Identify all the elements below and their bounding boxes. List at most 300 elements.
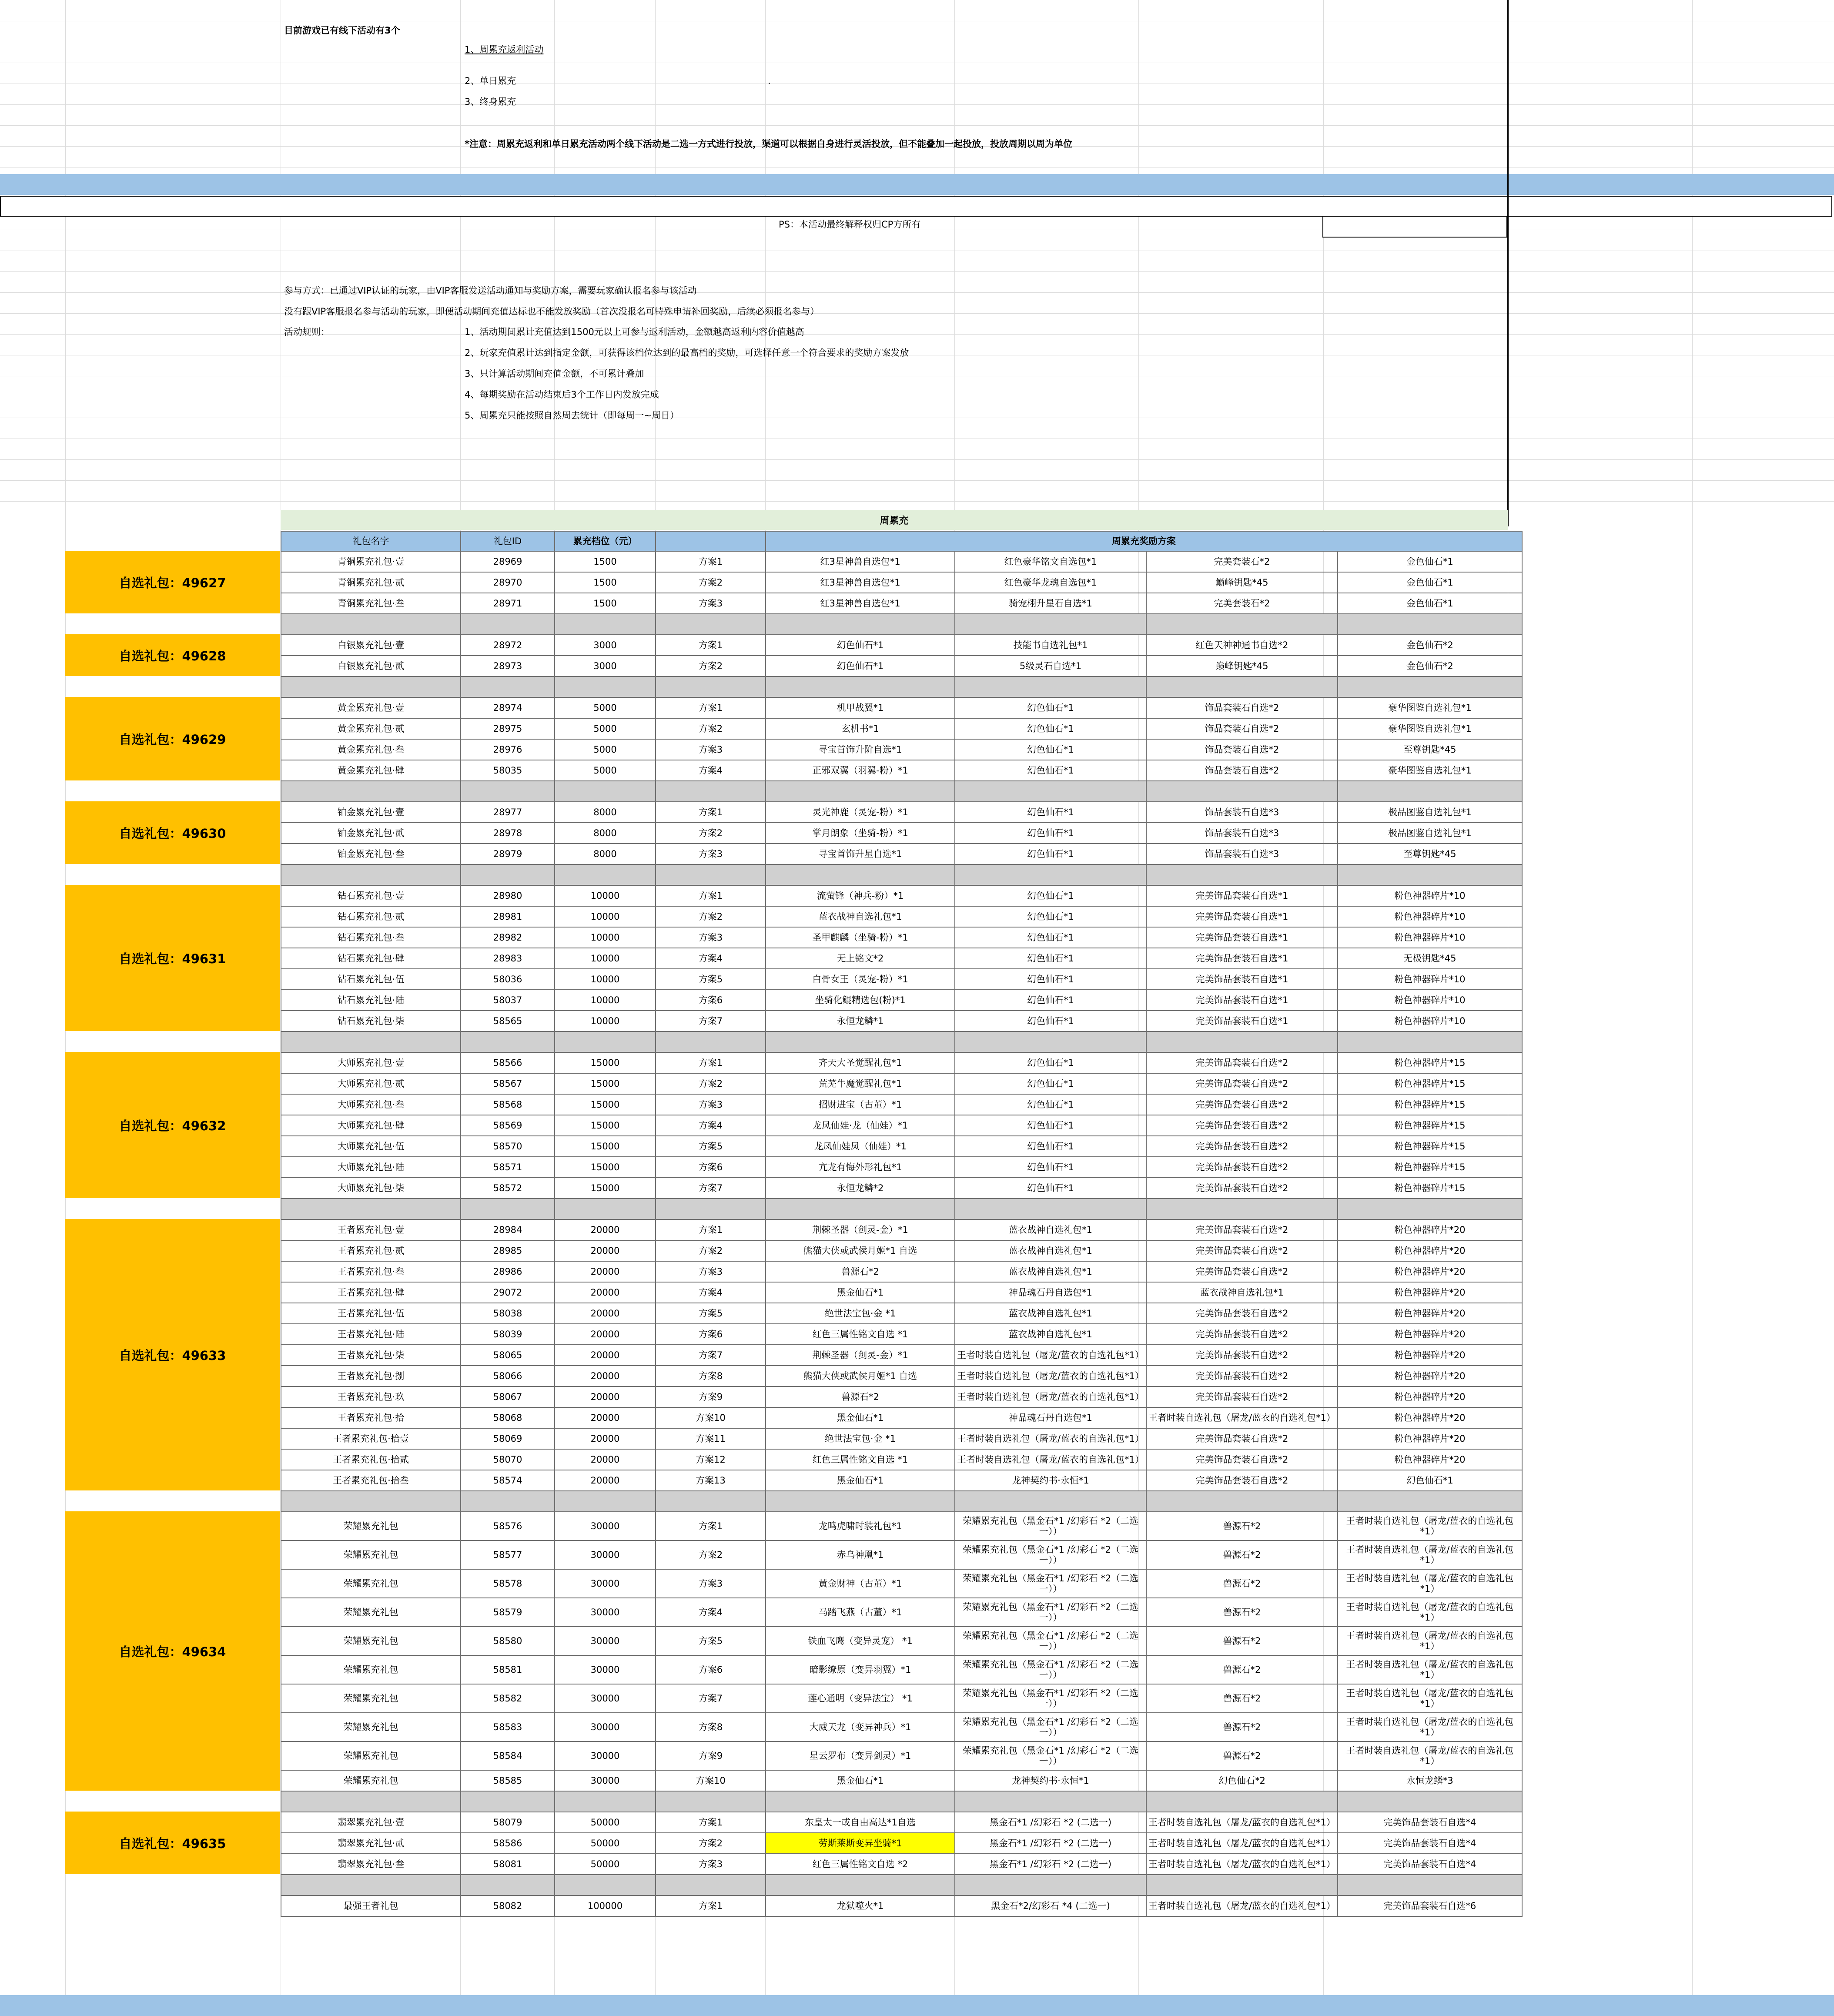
merged-row-border bbox=[0, 196, 1832, 217]
cell-plan: 方案1 bbox=[656, 635, 766, 656]
table-row bbox=[281, 1261, 1522, 1282]
cell-name: 王者累充礼包·拾壹 bbox=[281, 1428, 461, 1449]
gap-cell bbox=[1146, 1491, 1338, 1512]
cell-r3: 幻色仙石*2 bbox=[1146, 1770, 1338, 1791]
cell-r4: 豪华图鉴自选礼包*1 bbox=[1338, 760, 1522, 781]
cell-r2: 神品魂石丹自选包*1 bbox=[955, 1282, 1146, 1303]
cell-plan: 方案4 bbox=[656, 760, 766, 781]
cell-plan: 方案1 bbox=[656, 1512, 766, 1540]
gap-cell bbox=[555, 1031, 656, 1052]
cell-plan: 方案5 bbox=[656, 1303, 766, 1324]
cell-amount: 30000 bbox=[555, 1684, 656, 1713]
cell-r4: 粉色神器碎片*20 bbox=[1338, 1324, 1522, 1345]
cell-r3: 完美饰品套装石自选*2 bbox=[1146, 1219, 1338, 1240]
gap-cell bbox=[955, 1199, 1146, 1219]
cell-r3: 饰品套装石自选*3 bbox=[1146, 802, 1338, 823]
cell-r4: 王者时装自选礼包（屠龙/蓝衣的自选礼包*1） bbox=[1338, 1684, 1522, 1713]
cell-r4: 王者时装自选礼包（屠龙/蓝衣的自选礼包*1） bbox=[1338, 1540, 1522, 1569]
table-row bbox=[281, 551, 1522, 572]
cell-name: 荣耀累充礼包 bbox=[281, 1655, 461, 1684]
cell-plan: 方案7 bbox=[656, 1345, 766, 1366]
cell-amount: 5000 bbox=[555, 739, 656, 760]
cell-r1: 龙鸣虎啸时装礼包*1 bbox=[766, 1512, 955, 1540]
cell-r2: 幻色仙石*1 bbox=[955, 697, 1146, 718]
section-title-bar bbox=[281, 510, 1508, 530]
cell-r2: 幻色仙石*1 bbox=[955, 948, 1146, 969]
table-row bbox=[281, 1512, 1522, 1540]
cell-r2: 幻色仙石*1 bbox=[955, 739, 1146, 760]
gap-cell bbox=[1146, 1791, 1338, 1812]
cell-r3: 饰品套装石自选*3 bbox=[1146, 823, 1338, 844]
cell-name: 翡翠累充礼包·壹 bbox=[281, 1812, 461, 1833]
cell-amount: 20000 bbox=[555, 1261, 656, 1282]
participation-warning: 没有跟VIP客服报名参与活动的玩家，即便活动期间充值达标也不能发放奖励（首次没报名可特殊申请补回奖励，后续必须报名参与） bbox=[284, 306, 820, 317]
cell-amount: 15000 bbox=[555, 1073, 656, 1094]
cell-r1: 机甲战翼*1 bbox=[766, 697, 955, 718]
cell-name: 荣耀累充礼包 bbox=[281, 1540, 461, 1569]
header-id: 礼包ID bbox=[461, 531, 555, 551]
table-row bbox=[281, 1011, 1522, 1031]
cell-r3: 王者时装自选礼包（屠龙/蓝衣的自选礼包*1） bbox=[1146, 1895, 1338, 1916]
cell-r2: 王者时装自选礼包（屠龙/蓝衣的自选礼包*1） bbox=[955, 1345, 1146, 1366]
table-header-row bbox=[281, 531, 1522, 551]
table-row bbox=[281, 1366, 1522, 1386]
gap-cell bbox=[281, 1491, 461, 1512]
cell-plan: 方案4 bbox=[656, 1115, 766, 1136]
grid-row-line bbox=[0, 104, 1834, 105]
table-row bbox=[281, 1324, 1522, 1345]
gap-cell bbox=[461, 781, 555, 802]
cell-plan: 方案1 bbox=[656, 1812, 766, 1833]
gap-cell bbox=[656, 1199, 766, 1219]
cell-r1: 铁血飞鹰（变异灵宠） *1 bbox=[766, 1627, 955, 1655]
cell-r1: 坐骑化鲲精选包(粉)*1 bbox=[766, 990, 955, 1011]
cell-name: 王者累充礼包·伍 bbox=[281, 1303, 461, 1324]
cell-plan: 方案1 bbox=[656, 1895, 766, 1916]
cell-r2: 蓝衣战神自选礼包*1 bbox=[955, 1324, 1146, 1345]
cell-plan: 方案5 bbox=[656, 1627, 766, 1655]
cell-r2: 荣耀累充礼包（黑金石*1 /幻彩石 *2（二选一）） bbox=[955, 1655, 1146, 1684]
cell-r2: 幻色仙石*1 bbox=[955, 844, 1146, 864]
cell-name: 王者累充礼包·肆 bbox=[281, 1282, 461, 1303]
gap-cell bbox=[1338, 614, 1522, 635]
cell-r3: 完美饰品套装石自选*2 bbox=[1146, 1073, 1338, 1094]
table-row bbox=[281, 1895, 1522, 1916]
gap-cell bbox=[1338, 1791, 1522, 1812]
cell-plan: 方案11 bbox=[656, 1428, 766, 1449]
table-row bbox=[281, 1627, 1522, 1655]
cell-r2: 王者时装自选礼包（屠龙/蓝衣的自选礼包*1） bbox=[955, 1428, 1146, 1449]
cell-r1: 齐天大圣觉醒礼包*1 bbox=[766, 1052, 955, 1073]
cell-id: 58036 bbox=[461, 969, 555, 990]
cell-r1: 熊猫大侠或武侯月姬*1 自选 bbox=[766, 1240, 955, 1261]
table-row bbox=[281, 697, 1522, 718]
cell-id: 58580 bbox=[461, 1627, 555, 1655]
gap-cell bbox=[281, 1875, 461, 1895]
grid-row-line bbox=[0, 313, 1834, 314]
cell-r4: 至尊钥匙*45 bbox=[1338, 739, 1522, 760]
package-label: 自选礼包：49627 bbox=[65, 551, 280, 613]
gap-cell bbox=[461, 1199, 555, 1219]
cell-plan: 方案1 bbox=[656, 1052, 766, 1073]
gap-cell bbox=[281, 781, 461, 802]
cell-amount: 5000 bbox=[555, 760, 656, 781]
cell-r2: 幻色仙石*1 bbox=[955, 927, 1146, 948]
header-blank bbox=[656, 531, 766, 551]
cell-id: 28985 bbox=[461, 1240, 555, 1261]
grid-row-line bbox=[0, 271, 1834, 272]
cell-name: 王者累充礼包·壹 bbox=[281, 1219, 461, 1240]
cell-r4: 王者时装自选礼包（屠龙/蓝衣的自选礼包*1） bbox=[1338, 1598, 1522, 1627]
cell-r1: 绝世法宝包·金 *1 bbox=[766, 1303, 955, 1324]
cell-r2: 荣耀累充礼包（黑金石*1 /幻彩石 *2（二选一）） bbox=[955, 1741, 1146, 1770]
cell-id: 58037 bbox=[461, 990, 555, 1011]
cell-r4: 完美饰品套装石自选*6 bbox=[1338, 1895, 1522, 1916]
gap-cell bbox=[955, 1491, 1146, 1512]
cell-r4: 粉色神器碎片*15 bbox=[1338, 1052, 1522, 1073]
cell-r4: 无极钥匙*45 bbox=[1338, 948, 1522, 969]
cell-plan: 方案2 bbox=[656, 906, 766, 927]
cell-r1: 东皇太一或自由高达*1自选 bbox=[766, 1812, 955, 1833]
gap-cell bbox=[281, 614, 461, 635]
cell-amount: 20000 bbox=[555, 1428, 656, 1449]
table-row bbox=[281, 1386, 1522, 1407]
cell-amount: 15000 bbox=[555, 1094, 656, 1115]
cell-id: 28986 bbox=[461, 1261, 555, 1282]
cell-amount: 5000 bbox=[555, 718, 656, 739]
cell-plan: 方案2 bbox=[656, 823, 766, 844]
table-row bbox=[281, 635, 1522, 656]
cell-r4: 粉色神器碎片*20 bbox=[1338, 1345, 1522, 1366]
right-border-line bbox=[1507, 0, 1509, 526]
cell-r1: 幻色仙石*1 bbox=[766, 635, 955, 656]
grid-col-line bbox=[1692, 0, 1693, 2016]
cell-id: 58584 bbox=[461, 1741, 555, 1770]
grid-row-line bbox=[0, 459, 1834, 460]
intro-title: 目前游戏已有线下活动有3个 bbox=[284, 25, 400, 36]
cell-r3: 兽源石*2 bbox=[1146, 1655, 1338, 1684]
gap-cell bbox=[461, 864, 555, 885]
dot-mark: . bbox=[768, 76, 771, 86]
cell-r3: 饰品套装石自选*2 bbox=[1146, 718, 1338, 739]
cell-plan: 方案3 bbox=[656, 1094, 766, 1115]
cell-r1: 亢龙有悔外形礼包*1 bbox=[766, 1157, 955, 1178]
cell-name: 钻石累充礼包·贰 bbox=[281, 906, 461, 927]
gap-cell bbox=[461, 1791, 555, 1812]
cell-name: 白银累充礼包·贰 bbox=[281, 656, 461, 676]
gap-cell bbox=[955, 781, 1146, 802]
cell-id: 28971 bbox=[461, 593, 555, 614]
cell-id: 28976 bbox=[461, 739, 555, 760]
cell-name: 大师累充礼包·陆 bbox=[281, 1157, 461, 1178]
cell-name: 大师累充礼包·肆 bbox=[281, 1115, 461, 1136]
gap-cell bbox=[555, 864, 656, 885]
cell-id: 58577 bbox=[461, 1540, 555, 1569]
cell-r3: 饰品套装石自选*2 bbox=[1146, 739, 1338, 760]
cell-r2: 幻色仙石*1 bbox=[955, 1011, 1146, 1031]
cell-plan: 方案1 bbox=[656, 697, 766, 718]
gap-cell bbox=[281, 1791, 461, 1812]
cell-r3: 饰品套装石自选*2 bbox=[1146, 697, 1338, 718]
cell-name: 荣耀累充礼包 bbox=[281, 1598, 461, 1627]
cell-r4: 至尊钥匙*45 bbox=[1338, 844, 1522, 864]
table-row bbox=[281, 906, 1522, 927]
cell-r3: 完美饰品套装石自选*2 bbox=[1146, 1178, 1338, 1199]
cell-amount: 1500 bbox=[555, 551, 656, 572]
gap-cell bbox=[281, 676, 461, 697]
cell-name: 王者累充礼包·拾贰 bbox=[281, 1449, 461, 1470]
cell-r4: 粉色神器碎片*20 bbox=[1338, 1407, 1522, 1428]
package-label: 自选礼包：49634 bbox=[65, 1511, 280, 1791]
cell-plan: 方案7 bbox=[656, 1178, 766, 1199]
cell-plan: 方案5 bbox=[656, 969, 766, 990]
grid-row-line bbox=[0, 125, 1834, 126]
table-row bbox=[281, 1219, 1522, 1240]
cell-r4: 王者时装自选礼包（屠龙/蓝衣的自选礼包*1） bbox=[1338, 1741, 1522, 1770]
cell-r3: 兽源石*2 bbox=[1146, 1569, 1338, 1598]
cell-id: 58585 bbox=[461, 1770, 555, 1791]
package-label: 自选礼包：49629 bbox=[65, 697, 280, 780]
group-gap-row bbox=[281, 781, 1522, 802]
table-row bbox=[281, 1569, 1522, 1598]
gap-cell bbox=[461, 1491, 555, 1512]
group-gap-row bbox=[281, 864, 1522, 885]
gap-cell bbox=[766, 1199, 955, 1219]
cell-amount: 30000 bbox=[555, 1569, 656, 1598]
cell-r2: 幻色仙石*1 bbox=[955, 1157, 1146, 1178]
cell-r2: 黑金石*1 /幻彩石 *2 (二选一) bbox=[955, 1854, 1146, 1875]
cell-r1: 暗影缭原（变异羽翼）*1 bbox=[766, 1655, 955, 1684]
cell-r1: 龙狱噬火*1 bbox=[766, 1895, 955, 1916]
cell-id: 28980 bbox=[461, 885, 555, 906]
section-title: 周累充 bbox=[880, 515, 909, 526]
cell-r1: 兽源石*2 bbox=[766, 1261, 955, 1282]
table-row bbox=[281, 1157, 1522, 1178]
cell-r4: 王者时装自选礼包（屠龙/蓝衣的自选礼包*1） bbox=[1338, 1512, 1522, 1540]
gap-cell bbox=[766, 676, 955, 697]
gap-cell bbox=[555, 676, 656, 697]
cell-r4: 粉色神器碎片*10 bbox=[1338, 927, 1522, 948]
cell-amount: 50000 bbox=[555, 1833, 656, 1854]
cell-r1: 龙凤仙娃凤（仙娃）*1 bbox=[766, 1136, 955, 1157]
table-row bbox=[281, 656, 1522, 676]
package-label: 自选礼包：49628 bbox=[65, 634, 280, 676]
gap-cell bbox=[656, 1791, 766, 1812]
cell-r1: 无上铭文*2 bbox=[766, 948, 955, 969]
cell-plan: 方案7 bbox=[656, 1011, 766, 1031]
gap-cell bbox=[555, 1491, 656, 1512]
package-label: 自选礼包：49631 bbox=[65, 885, 280, 1031]
cell-r4: 完美饰品套装石自选*4 bbox=[1338, 1812, 1522, 1833]
table-row bbox=[281, 1073, 1522, 1094]
header-tier: 累充档位（元） bbox=[555, 531, 656, 551]
cell-amount: 30000 bbox=[555, 1713, 656, 1741]
cell-id: 28969 bbox=[461, 551, 555, 572]
cell-name: 黄金累充礼包·肆 bbox=[281, 760, 461, 781]
cell-r3: 巅峰钥匙*45 bbox=[1146, 572, 1338, 593]
table-row bbox=[281, 739, 1522, 760]
cell-r2: 王者时装自选礼包（屠龙/蓝衣的自选礼包*1） bbox=[955, 1366, 1146, 1386]
cell-r3: 完美饰品套装石自选*2 bbox=[1146, 1157, 1338, 1178]
cell-id: 28970 bbox=[461, 572, 555, 593]
cell-r2: 幻色仙石*1 bbox=[955, 906, 1146, 927]
gap-cell bbox=[1338, 781, 1522, 802]
grid-row-line bbox=[0, 292, 1834, 293]
cell-r4: 粉色神器碎片*15 bbox=[1338, 1136, 1522, 1157]
cell-r1: 红色三属性铭文自选 *2 bbox=[766, 1854, 955, 1875]
cell-amount: 20000 bbox=[555, 1449, 656, 1470]
rule-1: 1、活动期间累计充值达到1500元以上可参与返利活动，金额越高返利内容价值越高 bbox=[465, 327, 804, 337]
cell-plan: 方案1 bbox=[656, 1219, 766, 1240]
cell-r2: 幻色仙石*1 bbox=[955, 1136, 1146, 1157]
cell-id: 58035 bbox=[461, 760, 555, 781]
cell-amount: 20000 bbox=[555, 1407, 656, 1428]
cell-r3: 完美饰品套装石自选*2 bbox=[1146, 1303, 1338, 1324]
cell-name: 王者累充礼包·玖 bbox=[281, 1386, 461, 1407]
cell-r3: 完美饰品套装石自选*2 bbox=[1146, 1240, 1338, 1261]
cell-r2: 幻色仙石*1 bbox=[955, 823, 1146, 844]
cell-r3: 完美饰品套装石自选*2 bbox=[1146, 1094, 1338, 1115]
cell-amount: 10000 bbox=[555, 969, 656, 990]
cell-plan: 方案2 bbox=[656, 1240, 766, 1261]
cell-r1: 黑金仙石*1 bbox=[766, 1282, 955, 1303]
gap-cell bbox=[555, 614, 656, 635]
cell-r2: 黑金石*2/幻彩石 *4 (二选一) bbox=[955, 1895, 1146, 1916]
cell-amount: 30000 bbox=[555, 1540, 656, 1569]
cell-id: 58572 bbox=[461, 1178, 555, 1199]
gap-cell bbox=[955, 1875, 1146, 1895]
rule-3: 3、只计算活动期间充值金额，不可累计叠加 bbox=[465, 368, 644, 379]
cell-amount: 30000 bbox=[555, 1770, 656, 1791]
cell-r4: 金色仙石*2 bbox=[1338, 656, 1522, 676]
cell-r2: 幻色仙石*1 bbox=[955, 1115, 1146, 1136]
cell-r3: 完美饰品套装石自选*1 bbox=[1146, 990, 1338, 1011]
cell-plan: 方案3 bbox=[656, 593, 766, 614]
cell-id: 58581 bbox=[461, 1655, 555, 1684]
gap-cell bbox=[1338, 676, 1522, 697]
gap-cell bbox=[555, 1199, 656, 1219]
cell-id: 58579 bbox=[461, 1598, 555, 1627]
cell-amount: 20000 bbox=[555, 1219, 656, 1240]
cell-amount: 20000 bbox=[555, 1345, 656, 1366]
gap-cell bbox=[1146, 1199, 1338, 1219]
cell-r1: 红色三属性铭文自选 *1 bbox=[766, 1324, 955, 1345]
blue-band-bottom bbox=[0, 1995, 1834, 2016]
gap-cell bbox=[766, 864, 955, 885]
cell-id: 58578 bbox=[461, 1569, 555, 1598]
cell-r2: 幻色仙石*1 bbox=[955, 1052, 1146, 1073]
cell-r1: 白骨女王（灵宠-粉）*1 bbox=[766, 969, 955, 990]
cell-r4: 粉色神器碎片*20 bbox=[1338, 1219, 1522, 1240]
cell-r4: 极品图鉴自选礼包*1 bbox=[1338, 802, 1522, 823]
group-gap-row bbox=[281, 1875, 1522, 1895]
cell-r3: 完美饰品套装石自选*2 bbox=[1146, 1386, 1338, 1407]
cell-r3: 完美套装石*2 bbox=[1146, 593, 1338, 614]
cell-r2: 王者时装自选礼包（屠龙/蓝衣的自选礼包*1） bbox=[955, 1386, 1146, 1407]
table-row bbox=[281, 1684, 1522, 1713]
cell-r4: 完美饰品套装石自选*4 bbox=[1338, 1854, 1522, 1875]
cell-plan: 方案8 bbox=[656, 1366, 766, 1386]
cell-r3: 兽源石*2 bbox=[1146, 1512, 1338, 1540]
cell-r1: 红3星神兽自选包*1 bbox=[766, 593, 955, 614]
cell-name: 钻石累充礼包·伍 bbox=[281, 969, 461, 990]
gap-cell bbox=[766, 781, 955, 802]
table-row bbox=[281, 1240, 1522, 1261]
cell-r4: 粉色神器碎片*20 bbox=[1338, 1240, 1522, 1261]
group-gap-row bbox=[281, 676, 1522, 697]
gap-cell bbox=[1338, 1199, 1522, 1219]
group-gap-row bbox=[281, 1199, 1522, 1219]
rules-label: 活动规则： bbox=[284, 327, 330, 337]
gap-cell bbox=[555, 781, 656, 802]
table-row bbox=[281, 1655, 1522, 1684]
group-gap-row bbox=[281, 1031, 1522, 1052]
cell-r4: 粉色神器碎片*20 bbox=[1338, 1428, 1522, 1449]
cell-amount: 10000 bbox=[555, 906, 656, 927]
table-row bbox=[281, 1713, 1522, 1741]
grid-row-line bbox=[0, 334, 1834, 335]
cell-r4: 粉色神器碎片*15 bbox=[1338, 1094, 1522, 1115]
cell-name: 青铜累充礼包·壹 bbox=[281, 551, 461, 572]
cell-plan: 方案2 bbox=[656, 718, 766, 739]
cell-r4: 极品图鉴自选礼包*1 bbox=[1338, 823, 1522, 844]
gap-cell bbox=[1146, 781, 1338, 802]
cell-plan: 方案10 bbox=[656, 1770, 766, 1791]
cell-id: 58574 bbox=[461, 1470, 555, 1491]
cell-amount: 8000 bbox=[555, 802, 656, 823]
cell-amount: 8000 bbox=[555, 823, 656, 844]
cell-id: 58565 bbox=[461, 1011, 555, 1031]
cell-amount: 15000 bbox=[555, 1178, 656, 1199]
cell-name: 荣耀累充礼包 bbox=[281, 1627, 461, 1655]
cell-id: 58571 bbox=[461, 1157, 555, 1178]
cell-name: 荣耀累充礼包 bbox=[281, 1713, 461, 1741]
cell-r4: 粉色神器碎片*10 bbox=[1338, 1011, 1522, 1031]
cell-r3: 完美饰品套装石自选*2 bbox=[1146, 1324, 1338, 1345]
table-row bbox=[281, 969, 1522, 990]
cell-r2: 幻色仙石*1 bbox=[955, 1073, 1146, 1094]
cell-name: 大师累充礼包·伍 bbox=[281, 1136, 461, 1157]
cell-plan: 方案3 bbox=[656, 739, 766, 760]
cell-r3: 完美饰品套装石自选*1 bbox=[1146, 948, 1338, 969]
cell-amount: 30000 bbox=[555, 1598, 656, 1627]
cell-name: 王者累充礼包·陆 bbox=[281, 1324, 461, 1345]
cell-r2: 幻色仙石*1 bbox=[955, 990, 1146, 1011]
cell-r1: 黑金仙石*1 bbox=[766, 1770, 955, 1791]
table-row bbox=[281, 1854, 1522, 1875]
cell-r3: 完美饰品套装石自选*2 bbox=[1146, 1366, 1338, 1386]
cell-r4: 金色仙石*1 bbox=[1338, 572, 1522, 593]
gap-cell bbox=[656, 864, 766, 885]
cell-r1: 荒芜牛魔觉醒礼包*1 bbox=[766, 1073, 955, 1094]
cell-id: 28984 bbox=[461, 1219, 555, 1240]
cell-name: 荣耀累充礼包 bbox=[281, 1770, 461, 1791]
table-row bbox=[281, 927, 1522, 948]
cell-r2: 蓝衣战神自选礼包*1 bbox=[955, 1219, 1146, 1240]
cell-name: 王者累充礼包·叁 bbox=[281, 1261, 461, 1282]
activity-3: 3、终身累充 bbox=[465, 97, 516, 107]
cell-r3: 王者时装自选礼包（屠龙/蓝衣的自选礼包*1） bbox=[1146, 1833, 1338, 1854]
cell-r2: 荣耀累充礼包（黑金石*1 /幻彩石 *2（二选一）） bbox=[955, 1540, 1146, 1569]
cell-id: 28974 bbox=[461, 697, 555, 718]
cell-id: 58065 bbox=[461, 1345, 555, 1366]
table-row bbox=[281, 885, 1522, 906]
cell-name: 白银累充礼包·壹 bbox=[281, 635, 461, 656]
cell-id: 28978 bbox=[461, 823, 555, 844]
cell-plan: 方案7 bbox=[656, 1684, 766, 1713]
cell-name: 大师累充礼包·贰 bbox=[281, 1073, 461, 1094]
cell-r3: 完美饰品套装石自选*1 bbox=[1146, 1011, 1338, 1031]
